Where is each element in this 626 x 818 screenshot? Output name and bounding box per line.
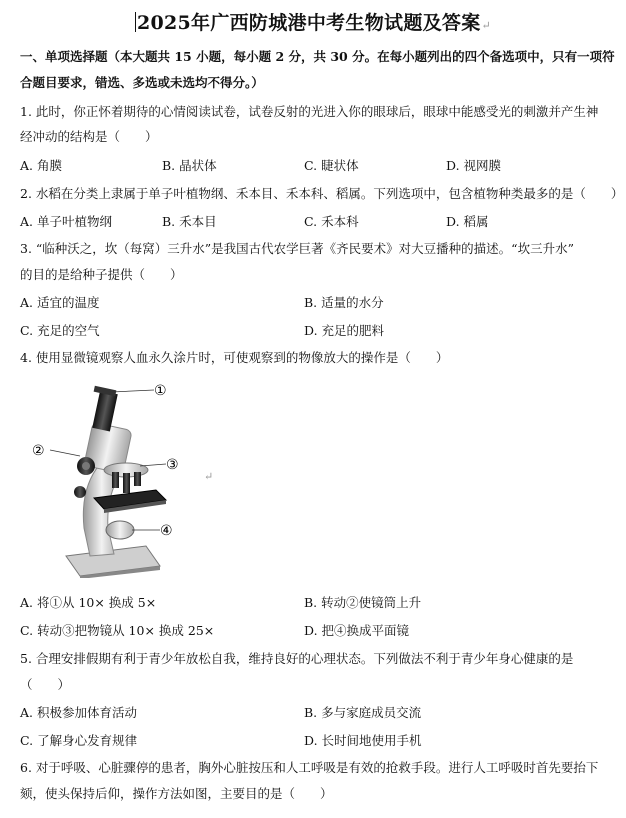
- figure-label-2: ②: [32, 443, 45, 459]
- question-1-line1: 1. 此时，你正怀着期待的心情阅读试卷，试卷反射的光进入你的眼球后，眼球中能感受光的刺激并产生神: [20, 104, 599, 119]
- q1-option-d: D. 视网膜: [446, 158, 502, 173]
- q5-option-b: B. 多与家庭成员交流: [304, 705, 422, 720]
- q3-option-d: D. 充足的肥料: [304, 323, 385, 338]
- section-heading-line2: 合题目要求，错选、多选或未选均不得分。）: [20, 75, 264, 90]
- q3-option-a: A. 适宜的温度: [20, 295, 100, 310]
- q1-option-c: C. 睫状体: [304, 158, 359, 173]
- q4-option-b: B. 转动②使镜筒上升: [304, 595, 422, 610]
- q4-option-c: C. 转动③把物镜从 10× 换成 25×: [20, 623, 215, 638]
- question-3-line1: 3. “临种沃之，坎（每窝）三升水”是我国古代农学巨著《齐民要术》对大豆播种的描述。“坎三升水”: [20, 241, 574, 256]
- question-1-line2: 经冲动的结构是（ ）: [20, 129, 158, 144]
- figure-label-4: ④: [160, 523, 173, 539]
- question-5-line2: （ ）: [20, 677, 71, 692]
- q1-option-a: A. 角膜: [20, 158, 62, 173]
- question-4-line1: 4. 使用显微镜观察人血永久涂片时，可使观察到的物像放大的操作是（ ）: [20, 350, 449, 365]
- q5-option-a: A. 积极参加体育活动: [20, 705, 137, 720]
- figure-label-1: ①: [154, 383, 167, 399]
- text-cursor: [135, 12, 136, 32]
- q4-option-d: D. 把④换成平面镜: [304, 623, 410, 638]
- figure-label-3: ③: [166, 457, 179, 473]
- q2-option-c: C. 禾本科: [304, 214, 359, 229]
- question-6-line1: 6. 对于呼吸、心脏骤停的患者，胸外心脏按压和人工呼吸是有效的抢救手段。进行人工呼吸时首先要抬下: [20, 760, 599, 775]
- q4-option-a: A. 将①从 10× 换成 5×: [20, 595, 157, 610]
- q3-option-b: B. 适量的水分: [304, 295, 384, 310]
- q2-option-a: A. 单子叶植物纲: [20, 214, 112, 229]
- q2-option-b: B. 禾本目: [162, 214, 217, 229]
- question-2-line1: 2. 水稻在分类上隶属于单子叶植物纲、禾本目、禾本科、稻属。下列选项中，包含植物种类最多的是（ ）: [20, 186, 624, 201]
- q5-option-c: C. 了解身心发育规律: [20, 733, 138, 748]
- question-5-line1: 5. 合理安排假期有利于青少年放松自我，维持良好的心理状态。下列做法不利于青少年身心健康的是: [20, 651, 574, 666]
- q2-option-d: D. 稻属: [446, 214, 489, 229]
- microscope-icon: [28, 378, 218, 578]
- q3-option-c: C. 充足的空气: [20, 323, 100, 338]
- paragraph-mark-icon: ↵: [204, 470, 214, 483]
- q1-option-b: B. 晶状体: [162, 158, 217, 173]
- question-6-line2: 颏，使头保持后仰，操作方法如图，主要目的是（ ）: [20, 786, 333, 801]
- paragraph-mark-icon: ↵: [481, 19, 492, 32]
- section-heading-line1: 一、单项选择题（本大题共 15 小题，每小题 2 分，共 30 分。在每小题列出的四个备选项中，只有一项符: [20, 49, 615, 64]
- microscope-figure: [28, 378, 218, 578]
- q5-option-d: D. 长时间地使用手机: [304, 733, 422, 748]
- page-title: 2025年广西防城港中考生物试题及答案↵: [136, 12, 492, 34]
- question-3-line2: 的目的是给种子提供（ ）: [20, 267, 183, 282]
